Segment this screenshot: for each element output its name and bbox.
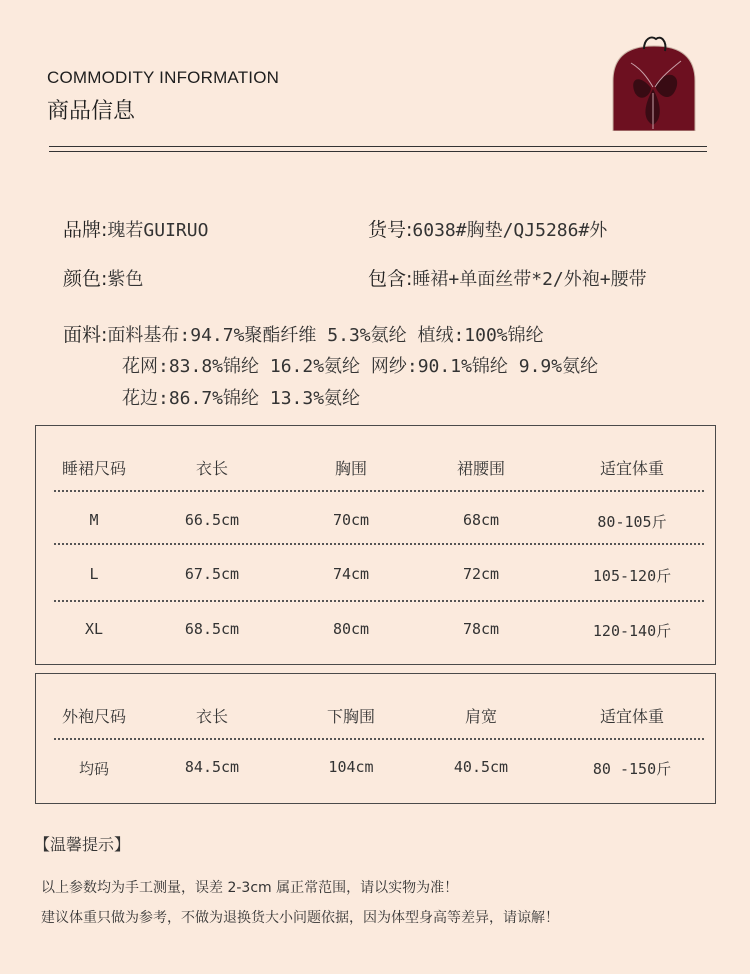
dotted-divider (54, 490, 704, 492)
bust-cell: 70cm (332, 511, 370, 529)
table-row (36, 620, 715, 640)
size-cell: M (89, 511, 99, 529)
sku-value: 6038#胸垫/QJ5286#外 (412, 220, 608, 241)
nightdress-size-table (35, 425, 716, 665)
product-thumbnail (611, 33, 697, 131)
size-cell: 均码 (78, 760, 110, 778)
robe-size-table (35, 673, 716, 804)
sku-label: 货号: (368, 219, 413, 241)
color-label: 颜色: (63, 268, 108, 290)
tip-line-1: 以上参数均为手工测量，误差 2-3cm 属正常范围，请以实物为准！ (41, 880, 459, 896)
header-weight: 适宜体重 (599, 459, 665, 478)
header-length: 衣长 (195, 459, 229, 478)
header-shoulder: 肩宽 (464, 707, 498, 726)
brand-row (63, 215, 208, 242)
waist-cell: 72cm (462, 565, 500, 583)
divider-bottom (49, 151, 707, 152)
brand-label: 品牌: (63, 219, 108, 241)
header-size: 外袍尺码 (61, 707, 127, 726)
header-underbust: 下胸围 (326, 707, 376, 726)
underbust-cell: 104cm (328, 758, 374, 776)
length-cell: 84.5cm (184, 758, 240, 776)
fabric-line-3-row (122, 384, 360, 410)
title-cn: 商品信息 (47, 99, 136, 124)
contents-label: 包含: (368, 268, 413, 290)
brand-value: 瑰若GUIRUO (107, 220, 209, 241)
fabric-label: 面料: (63, 324, 108, 346)
size-cell: L (89, 565, 99, 583)
header-weight: 适宜体重 (599, 707, 665, 726)
weight-cell: 80 -150斤 (592, 760, 672, 778)
sku-row (368, 215, 607, 242)
fabric-row (63, 320, 544, 347)
weight-cell: 120-140斤 (592, 622, 672, 640)
title-en: COMMODITY INFORMATION (47, 68, 280, 87)
length-cell: 66.5cm (184, 511, 240, 529)
table-header-row (36, 456, 715, 476)
header-size: 睡裙尺码 (61, 459, 127, 478)
table-header-row (36, 704, 715, 724)
color-row (63, 264, 143, 291)
header-bust: 胸围 (334, 459, 368, 478)
fabric-line-2: 花网:83.8%锦纶 16.2%氨纶 网纱:90.1%锦纶 9.9%氨纶 (122, 356, 599, 377)
color-value: 紫色 (107, 269, 144, 290)
size-cell: XL (84, 620, 104, 638)
length-cell: 68.5cm (184, 620, 240, 638)
fabric-line-1: 面料基布:94.7%聚酯纤维 5.3%氨纶 植绒:100%锦纶 (107, 325, 544, 346)
length-cell: 67.5cm (184, 565, 240, 583)
shoulder-cell: 40.5cm (453, 758, 509, 776)
dotted-divider (54, 738, 704, 740)
dotted-divider (54, 543, 704, 545)
table-row (36, 511, 715, 531)
waist-cell: 78cm (462, 620, 500, 638)
waist-cell: 68cm (462, 511, 500, 529)
contents-value: 睡裙+单面丝带*2/外袍+腰带 (412, 269, 647, 290)
contents-row (368, 264, 647, 291)
divider-top (49, 146, 707, 147)
fabric-line-3: 花边:86.7%锦纶 13.3%氨纶 (122, 388, 361, 409)
bust-cell: 74cm (332, 565, 370, 583)
table-row (36, 758, 715, 778)
bust-cell: 80cm (332, 620, 370, 638)
header-length: 衣长 (195, 707, 229, 726)
tip-line-2: 建议体重只做为参考，不做为退换货大小问题依据，因为体型身高等差异，请谅解！ (41, 910, 559, 926)
weight-cell: 105-120斤 (592, 567, 672, 585)
dotted-divider (54, 600, 704, 602)
header-waist: 裙腰围 (456, 459, 506, 478)
weight-cell: 80-105斤 (597, 513, 667, 531)
table-row (36, 565, 715, 585)
fabric-line-2-row (122, 352, 598, 378)
tips-title: 【温馨提示】 (34, 835, 131, 854)
